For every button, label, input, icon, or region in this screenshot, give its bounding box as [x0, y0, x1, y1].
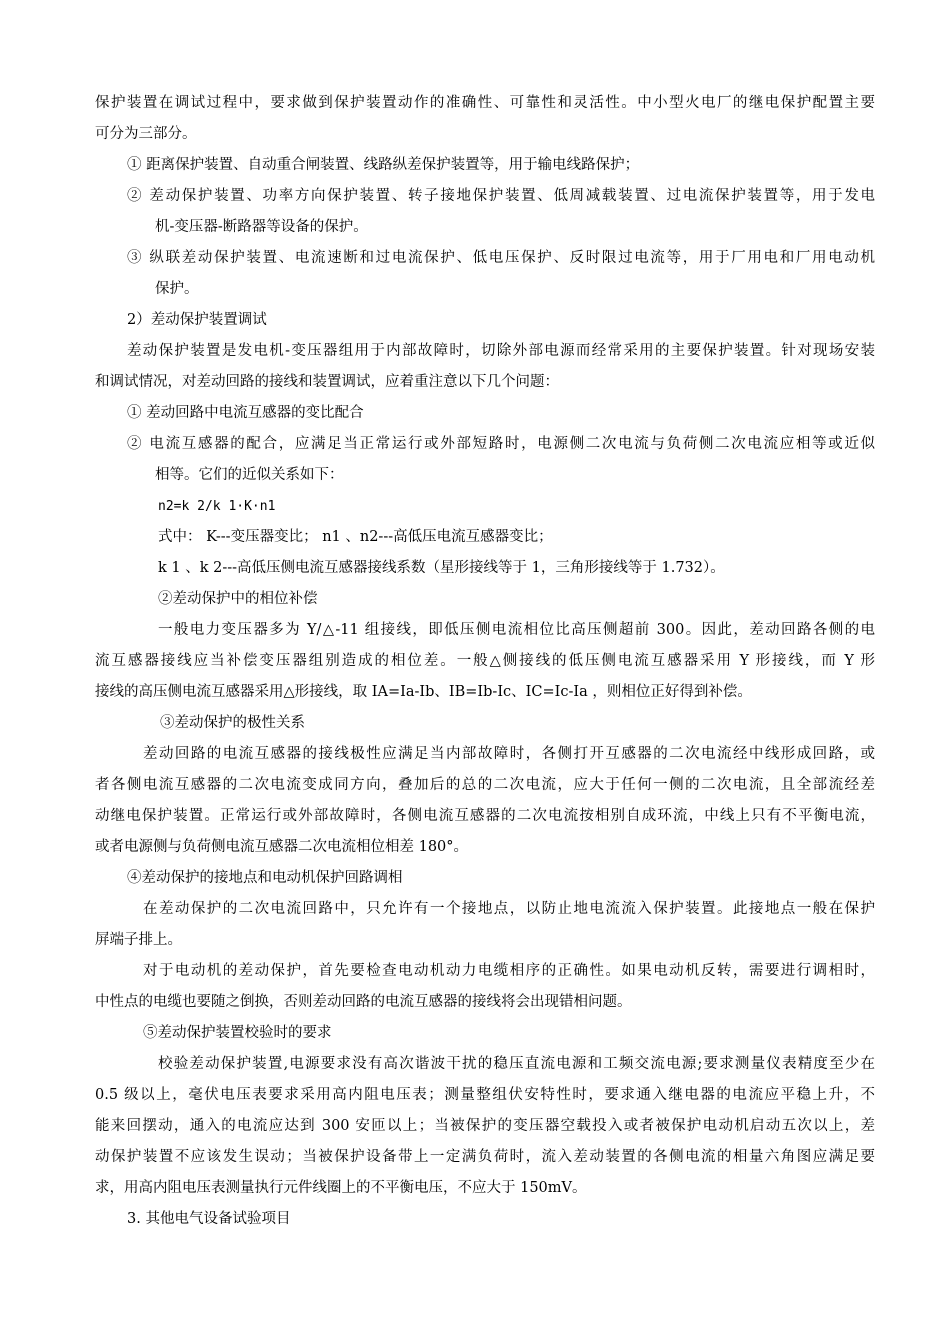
formula: n2=k 2/k 1·K·n1 — [158, 499, 276, 514]
paragraph-line: 在差动保护的二次电流回路中，只允许有一个接地点，以防止地电流流入保护装置。此接地点一般在保护 — [143, 901, 875, 917]
subsection-heading: ④差动保护的接地点和电动机保护回路调相 — [127, 870, 403, 886]
subsection-heading: ⑤差动保护装置校验时的要求 — [143, 1025, 332, 1041]
paragraph-line: 对于电动机的差动保护，首先要检查电动机动力电缆相序的正确性。如果电动机反转，需要进行调相时， — [143, 963, 875, 979]
paragraph-line: 和调试情况，对差动回路的接线和装置调试，应着重注意以下几个问题： — [95, 374, 559, 390]
formula-legend: k 1 、k 2---高低压侧电流互感器接线系数（星形接线等于 1，三角形接线等于 1.732）。 — [158, 560, 725, 576]
paragraph-line: 屏端子排上。 — [95, 932, 182, 948]
list-item-3-cont: 保护。 — [155, 281, 199, 297]
paragraph-line: 差动保护装置是发电机-变压器组用于内部故障时，切除外部电源而经常采用的主要保护装置。针对现场安装 — [127, 343, 875, 359]
subsection-heading: ②差动保护中的相位补偿 — [158, 591, 318, 607]
list-item-2: ② 电流互感器的配合，应满足当正常运行或外部短路时，电源侧二次电流与负荷侧二次电流应相等或近似 — [127, 436, 875, 452]
paragraph-line: 接线的高压侧电流互感器采用△形接线，取 IA=Ia-Ib、IB=Ib-Ic、IC=Ic-Ia ，则相位正好得到补偿。 — [95, 684, 752, 700]
paragraph-line: 0.5 级以上，毫伏电压表要求采用高内阻电压表；测量整组伏安特性时，要求通入继电器的电流应平稳上升，不 — [95, 1087, 875, 1103]
formula-legend: 式中： K---变压器变比； n1 、n2---高低压电流互感器变比； — [158, 529, 553, 545]
list-item-2-cont: 相等。它们的近似关系如下： — [155, 467, 344, 483]
paragraph-line: 一般电力变压器多为 Y/△-11 组接线，即低压侧电流相位比高压侧超前 300。因此，差动回路各侧的电 — [158, 622, 875, 638]
list-item-3: ③ 纵联差动保护装置、电流速断和过电流保护、低电压保护、反时限过电流等，用于厂用电和厂用电动机 — [127, 250, 875, 266]
list-item-2: ② 差动保护装置、功率方向保护装置、转子接地保护装置、低周减载装置、过电流保护装置等，用于发电 — [127, 188, 875, 204]
paragraph-line: 动保护装置不应该发生误动；当被保护设备带上一定满负荷时，流入差动装置的各侧电流的相量六角图应满足要 — [95, 1149, 875, 1165]
list-item-2-cont: 机-变压器-断路器等设备的保护。 — [155, 219, 368, 235]
paragraph-line: 或者电源侧与负荷侧电流互感器二次电流相位相差 180°。 — [95, 839, 469, 855]
paragraph-line: 流互感器接线应当补偿变压器组别造成的相位差。一般△侧接线的低压侧电流互感器采用 Y 形接线，而 Y 形 — [95, 653, 875, 669]
paragraph-line: 能来回摆动，通入的电流应达到 300 安匝以上；当被保护的变压器空载投入或者被保护电动机启动五次以上，差 — [95, 1118, 875, 1134]
paragraph-line: 中性点的电缆也要随之倒换，否则差动回路的电流互感器的接线将会出现错相问题。 — [95, 994, 632, 1010]
section-heading: 2）差动保护装置调试 — [127, 312, 267, 328]
paragraph-line: 校验差动保护装置,电源要求没有高次谐波干扰的稳压直流电源和工频交流电源;要求测量仪表精度至少在 — [158, 1056, 875, 1072]
list-item-1: ① 差动回路中电流互感器的变比配合 — [127, 405, 364, 421]
paragraph-line: 求，用高内阻电压表测量执行元件线圈上的不平衡电压，不应大于 150mV。 — [95, 1180, 587, 1196]
subsection-heading: ③差动保护的极性关系 — [160, 715, 305, 731]
list-item-1: ① 距离保护装置、自动重合闸装置、线路纵差保护装置等，用于输电线路保护； — [127, 157, 640, 173]
paragraph-line: 动继电保护装置。正常运行或外部故障时，各侧电流互感器的二次电流按相别自成环流，中线上只有不平衡电流， — [95, 808, 875, 824]
paragraph-line: 保护装置在调试过程中，要求做到保护装置动作的准确性、可靠性和灵活性。中小型火电厂的继电保护配置主要 — [95, 95, 875, 111]
paragraph-line: 者各侧电流互感器的二次电流变成同方向，叠加后的总的二次电流，应大于任何一侧的二次电流，且全部流经差 — [95, 777, 875, 793]
section-heading: 3. 其他电气设备试验项目 — [127, 1211, 291, 1227]
paragraph-line: 可分为三部分。 — [95, 126, 197, 142]
paragraph-line: 差动回路的电流互感器的接线极性应满足当内部故障时，各侧打开互感器的二次电流经中线形成回路，或 — [143, 746, 875, 762]
